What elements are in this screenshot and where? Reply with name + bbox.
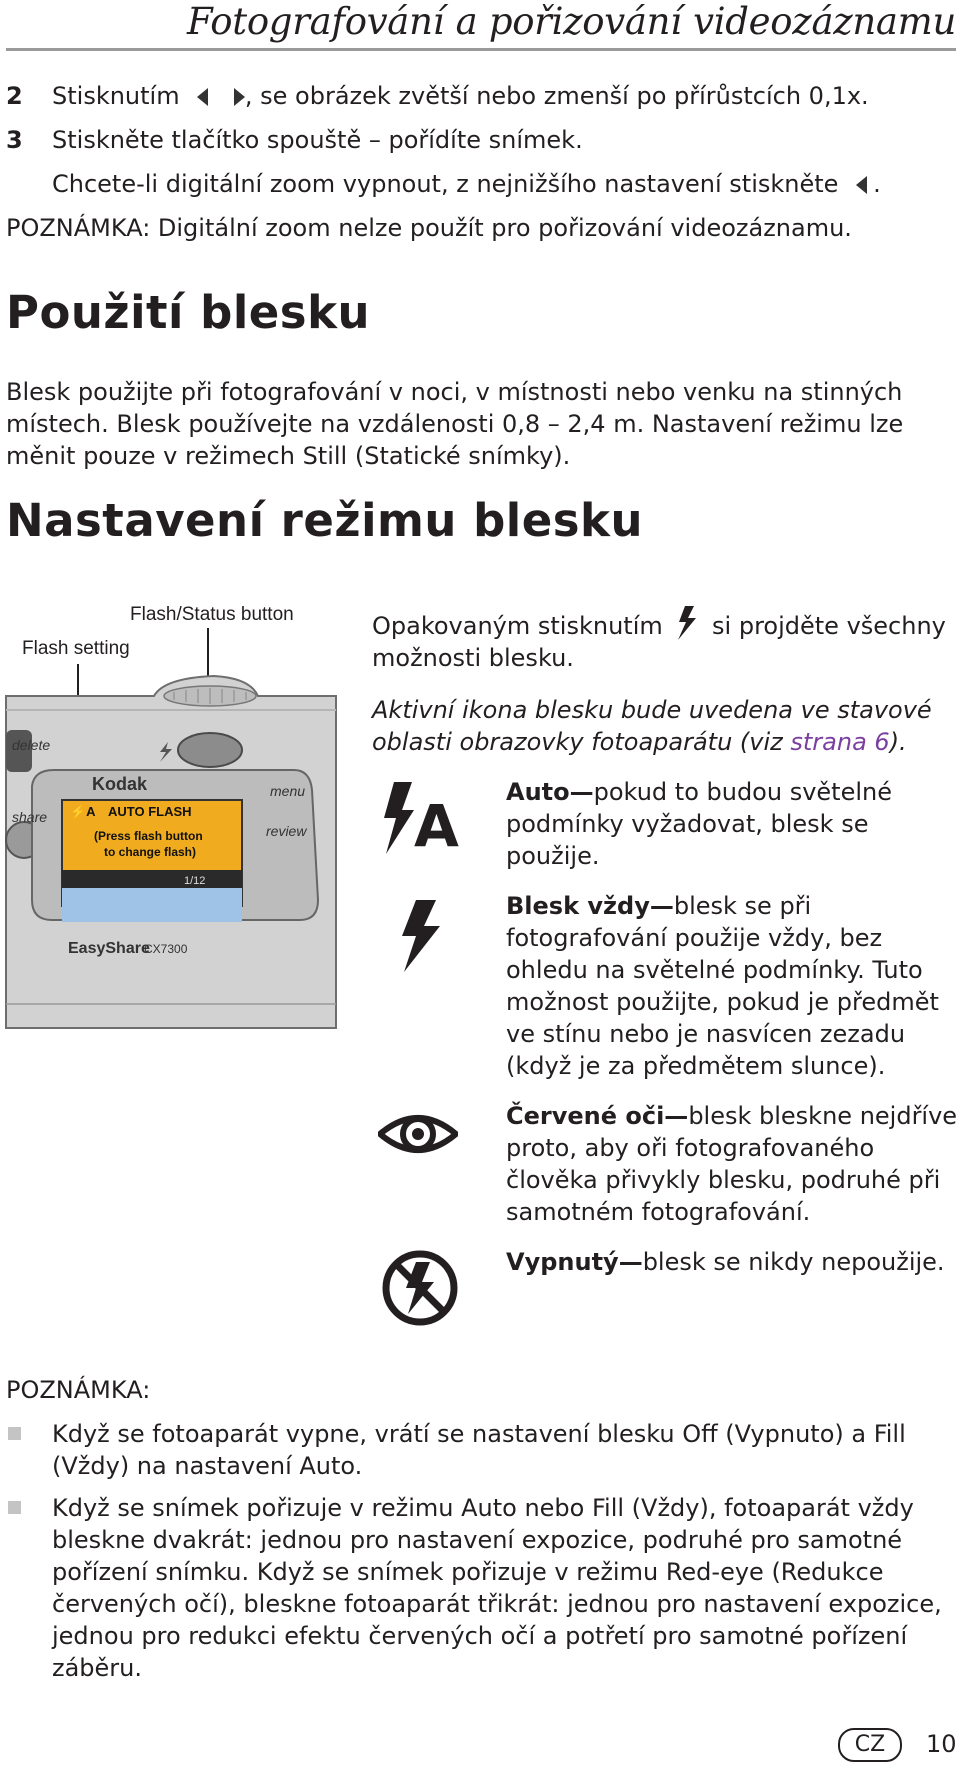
step-text: Stiskněte tlačítko spouště – pořídíte snímek. bbox=[52, 126, 583, 154]
model-code: CX7300 bbox=[144, 942, 188, 956]
intro-text-pre: Opakovaným stisknutím bbox=[372, 612, 663, 640]
bullet-text: záběru. bbox=[52, 1654, 143, 1682]
paragraph-line: Blesk použijte při fotografování v noci, v místnosti nebo venku na stinných bbox=[6, 378, 903, 406]
intro-text-post: si projděte všechny bbox=[712, 612, 946, 640]
left-arrow-icon bbox=[197, 88, 208, 106]
zoom-off-period: . bbox=[873, 170, 881, 198]
language-badge: CZ bbox=[838, 1728, 902, 1762]
bullet-text: Když se fotoaparát vypne, vrátí se nastavení blesku Off (Vypnuto) a Fill bbox=[52, 1420, 906, 1448]
mode-text: pokud to budou světelné bbox=[593, 778, 892, 806]
page-header-title: Fotografování a pořizování videozáznamu bbox=[186, 0, 956, 43]
bullet-text: pořízení snímku. Když se snímek pořizuje v režimu Red-eye (Redukce bbox=[52, 1558, 884, 1586]
italic-note-text: oblasti obrazovky fotoaparátu (viz bbox=[372, 728, 791, 756]
mode-red-eye bbox=[506, 1100, 957, 1228]
mode-title: Auto— bbox=[506, 778, 594, 806]
mode-text: blesk se při bbox=[673, 892, 812, 920]
paragraph-line: měnit pouze v režimech Still (Statické snímky). bbox=[6, 442, 571, 470]
step-number: 2 bbox=[6, 82, 23, 110]
screen-line-2: to change flash) bbox=[104, 845, 197, 859]
header-divider bbox=[6, 48, 956, 51]
step-text-pre: Stisknutím bbox=[52, 82, 180, 110]
mode-text: ohledu na světelné podmínky. Tuto bbox=[506, 956, 923, 984]
callout-flash-status-button: Flash/Status button bbox=[130, 604, 294, 625]
fill-flash-icon bbox=[390, 896, 470, 976]
share-label: share bbox=[12, 809, 48, 825]
red-eye-icon bbox=[378, 1094, 458, 1174]
right-arrow-icon bbox=[234, 88, 245, 106]
callout-flash-setting: Flash setting bbox=[22, 638, 130, 659]
step-text-post: , se obrázek zvětší nebo zmenší po přírůstcích 0,1x. bbox=[244, 82, 869, 110]
intro-line-2: možnosti blesku. bbox=[372, 644, 574, 672]
zoom-off-text: Chcete-li digitální zoom vypnout, z nejnižšího nastavení stiskněte bbox=[52, 170, 839, 198]
mode-text: možnost použijte, pokud je předmět bbox=[506, 988, 939, 1016]
note-label: POZNÁMKA: bbox=[6, 1376, 151, 1404]
italic-note-line-1: Aktivní ikona blesku bude uvedena ve stavové bbox=[372, 696, 932, 724]
flash-button-icon bbox=[676, 606, 698, 640]
mode-fill bbox=[506, 890, 939, 1082]
flash-off-icon bbox=[380, 1248, 460, 1328]
bullet-text: jednou pro redukci efektu červených očí a potřetí pro samotné pořízení bbox=[52, 1622, 908, 1650]
flash-intro bbox=[372, 606, 946, 642]
flash-status-button bbox=[178, 733, 242, 767]
section-heading-flash-mode: Nastavení režimu blesku bbox=[6, 494, 643, 547]
screen-auto-flash-icon: ⚡A bbox=[70, 804, 96, 819]
model-name: EasyShare bbox=[68, 940, 150, 957]
bullet-text: Když se snímek pořizuje v režimu Auto nebo Fill (Vždy), fotoaparát vždy bbox=[52, 1494, 914, 1522]
mode-auto bbox=[506, 776, 892, 872]
camera-brand: Kodak bbox=[92, 774, 148, 794]
mode-text: fotografování použije vždy, bez bbox=[506, 924, 883, 952]
screen-status-text: 1/12 bbox=[184, 875, 206, 887]
mode-text: podmínky vyžadovat, blesk se bbox=[506, 810, 869, 838]
note-bullet-2 bbox=[52, 1492, 942, 1684]
screen-line-1: (Press flash button bbox=[94, 829, 203, 843]
auto-flash-icon bbox=[380, 778, 460, 858]
mode-text: použije. bbox=[506, 842, 600, 870]
mode-dial bbox=[164, 686, 256, 706]
italic-note-line-2 bbox=[372, 726, 907, 758]
bullet-text: bleskne dvakrát: jednou pro nastavení expozice, podruhé pro samotné bbox=[52, 1526, 903, 1554]
auto-flash-letter: A bbox=[414, 792, 459, 858]
section-heading-flash-use: Použití blesku bbox=[6, 286, 371, 339]
mode-title: Blesk vždy— bbox=[506, 892, 674, 920]
mode-text: ve stínu nebo je nasvícen zezadu bbox=[506, 1020, 906, 1048]
note-zoom: POZNÁMKA: Digitální zoom nelze použít pro pořizování videozáznamu. bbox=[6, 214, 852, 242]
delete-label: delete bbox=[12, 737, 51, 753]
menu-label: menu bbox=[270, 783, 306, 799]
page-number: 10 bbox=[926, 1730, 957, 1758]
paragraph-line: místech. Blesk používejte na vzdálenosti 0,8 – 2,4 m. Nastavení režimu lze bbox=[6, 410, 904, 438]
bullet-marker bbox=[8, 1501, 21, 1514]
left-arrow-icon bbox=[856, 176, 867, 194]
screen-status-bar bbox=[62, 870, 242, 888]
mode-text: blesk se nikdy nepoužije. bbox=[642, 1248, 945, 1276]
mode-text: proto, aby oři fotografovaného bbox=[506, 1134, 875, 1162]
mode-text: samotném fotografování. bbox=[506, 1198, 811, 1226]
mode-off bbox=[506, 1246, 945, 1278]
flash-use-paragraph bbox=[6, 376, 956, 472]
mode-title: Vypnutý— bbox=[506, 1248, 643, 1276]
page-link[interactable]: strana 6 bbox=[790, 728, 890, 756]
zoom-off-instruction bbox=[52, 168, 881, 200]
italic-note-end: ). bbox=[889, 728, 907, 756]
camera-illustration bbox=[4, 600, 340, 1030]
screen-title: AUTO FLASH bbox=[108, 804, 192, 819]
bullet-text: (Vždy) na nastavení Auto. bbox=[52, 1452, 363, 1480]
mode-title: Červené oči— bbox=[506, 1102, 689, 1130]
mode-text: (když je za předmětem slunce). bbox=[506, 1052, 886, 1080]
mode-text: člověka přivykly blesku, podruhé při bbox=[506, 1166, 941, 1194]
note-bullet-1 bbox=[52, 1418, 906, 1482]
review-label: review bbox=[266, 823, 307, 839]
bullet-text: červených očí), bleskne fotoaparát třikrát: jednou pro nastavení expozice, bbox=[52, 1590, 942, 1618]
bullet-marker bbox=[8, 1427, 21, 1440]
mode-text: blesk bleskne nejdříve bbox=[688, 1102, 958, 1130]
step-number: 3 bbox=[6, 126, 23, 154]
